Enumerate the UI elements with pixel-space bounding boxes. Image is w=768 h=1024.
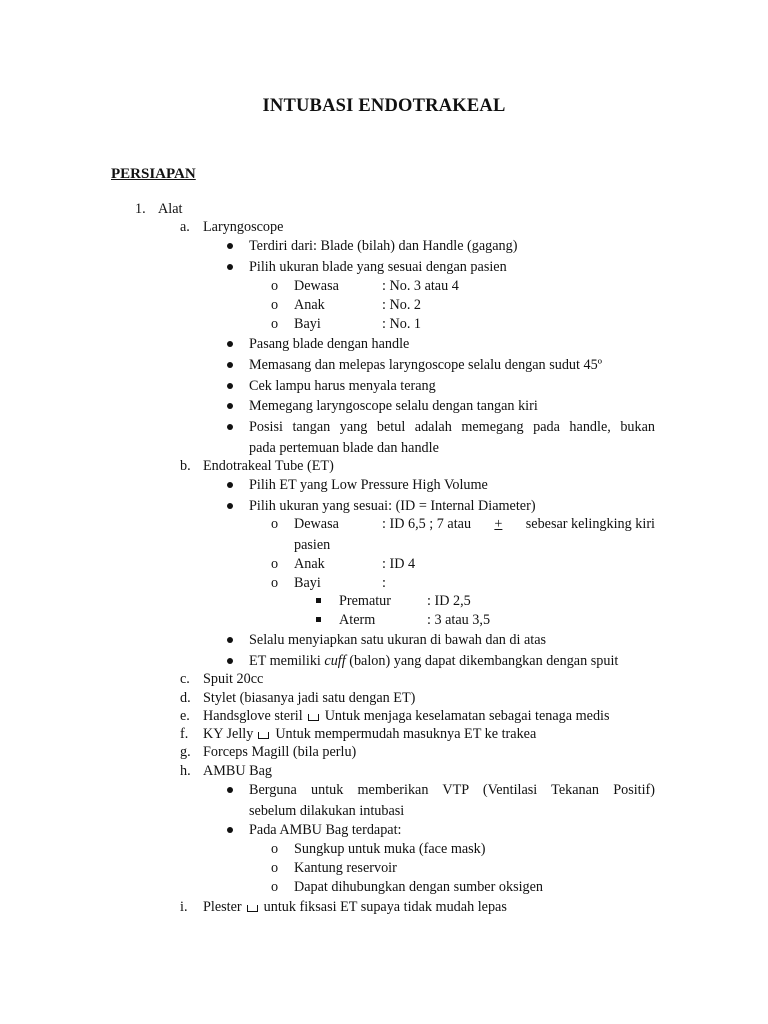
sub-marker-icon: o [271, 297, 279, 313]
bullet-icon [227, 362, 233, 368]
bullet-icon [227, 264, 233, 270]
list-item: Pilih ukuran yang sesuai: (ID = Internal Diameter) [249, 498, 536, 514]
bullet-icon [227, 403, 233, 409]
list-item: Kantung reservoir [294, 860, 397, 876]
list-marker: c. [180, 671, 190, 687]
text-run: Untuk menjaga keselamatan sebagai tenaga medis [324, 708, 610, 724]
list-item-line: Posisi tangan yang betul adalah memegang pada handle, bukan [249, 419, 655, 435]
list-marker: f. [180, 726, 189, 742]
list-item: Pilih ET yang Low Pressure High Volume [249, 477, 488, 493]
list-item-line: pada pertemuan blade dan handle [249, 440, 439, 456]
list-item-label: Anak [294, 556, 325, 572]
sub-marker-icon: o [271, 278, 279, 294]
sub-marker-icon: o [271, 516, 279, 532]
list-item: Cek lampu harus menyala terang [249, 378, 436, 394]
list-item-label: Prematur [339, 593, 392, 609]
text-run: (balon) yang dapat dikembangkan dengan spuit [349, 653, 619, 669]
list-item-label [203, 725, 536, 743]
text-run: Untuk mempermudah masuknya ET ke trakea [275, 726, 537, 742]
bullet-icon [227, 424, 233, 430]
square-bullet-icon [316, 617, 321, 622]
list-item-value: : No. 3 atau 4 [382, 278, 459, 294]
bullet-icon [227, 383, 233, 389]
list-item-label [203, 707, 610, 725]
list-item: Memegang laryngoscope selalu dengan tangan kiri [249, 398, 538, 414]
list-item-value: : No. 2 [382, 297, 422, 313]
list-item: Terdiri dari: Blade (bilah) dan Handle (gagang) [249, 238, 518, 254]
bullet-icon [227, 658, 233, 664]
text-run: ET memiliki [249, 653, 321, 669]
list-marker: i. [180, 899, 188, 915]
list-item-label: Alat [158, 201, 183, 217]
text-run: Plester [203, 899, 242, 915]
list-item-label: Spuit 20cc [203, 671, 264, 687]
sub-marker-icon: o [271, 841, 279, 857]
arrow-symbol-icon [247, 905, 258, 912]
list-item-line: pasien [294, 537, 331, 553]
list-item: Memasang dan melepas laryngoscope selalu dengan sudut 45º [249, 357, 603, 373]
bullet-icon [227, 787, 233, 793]
list-item-label: Endotrakeal Tube (ET) [203, 458, 334, 474]
arrow-symbol-icon [258, 732, 269, 739]
bullet-icon [227, 637, 233, 643]
section-heading: PERSIAPAN [111, 166, 196, 182]
list-item-line: Berguna untuk memberikan VTP (Ventilasi Tekanan Positif) [249, 782, 655, 798]
page-title: INTUBASI ENDOTRAKEAL [262, 96, 506, 116]
sub-marker-icon: o [271, 556, 279, 572]
sub-marker-icon: o [271, 316, 279, 332]
list-item: Pada AMBU Bag terdapat: [249, 822, 402, 838]
list-item-value: : 3 atau 3,5 [427, 612, 491, 628]
list-item [249, 652, 618, 670]
sub-marker-icon: o [271, 860, 279, 876]
list-item: Pilih ukuran blade yang sesuai dengan pasien [249, 259, 507, 275]
list-item-label [203, 898, 507, 916]
list-item-label: Bayi [294, 575, 321, 591]
list-item: Dapat dihubungkan dengan sumber oksigen [294, 879, 544, 895]
list-item-value: : ID 4 [382, 556, 416, 572]
value-text: : ID 6,5 ; 7 atau [382, 516, 472, 532]
text-run: untuk fiksasi ET supaya tidak mudah lepas [263, 899, 507, 915]
list-marker: b. [180, 458, 191, 474]
list-item-value: : No. 1 [382, 316, 422, 332]
square-bullet-icon [316, 598, 321, 603]
list-number: 1. [135, 201, 146, 217]
list-item-label: Aterm [339, 612, 376, 628]
bullet-icon [227, 827, 233, 833]
list-item: Sungkup untuk muka (face mask) [294, 841, 486, 857]
bullet-icon [227, 341, 233, 347]
list-item-label: Stylet (biasanya jadi satu dengan ET) [203, 690, 416, 706]
list-item-value: : ID 2,5 [427, 593, 471, 609]
italic-term: cuff [324, 653, 346, 669]
list-item-label: Bayi [294, 316, 321, 332]
list-item-label: Anak [294, 297, 325, 313]
list-marker: g. [180, 744, 191, 760]
list-marker: e. [180, 708, 190, 724]
list-marker: a. [180, 219, 190, 235]
list-item-line: sebelum dilakukan intubasi [249, 803, 405, 819]
value-text: sebesar kelingking kiri [525, 516, 655, 532]
list-marker: h. [180, 763, 191, 779]
list-item-label: AMBU Bag [203, 763, 272, 779]
text-run: KY Jelly [203, 726, 254, 742]
sub-marker-icon: o [271, 879, 279, 895]
bullet-icon [227, 482, 233, 488]
list-item-value: : [382, 575, 386, 591]
list-item: Pasang blade dengan handle [249, 336, 410, 352]
list-marker: d. [180, 690, 191, 706]
list-item-value [382, 515, 655, 533]
list-item-label: Dewasa [294, 516, 339, 532]
bullet-icon [227, 243, 233, 249]
list-item-label: Laryngoscope [203, 219, 284, 235]
list-item: Selalu menyiapkan satu ukuran di bawah dan di atas [249, 632, 547, 648]
text-run: Handsglove steril [203, 708, 303, 724]
arrow-symbol-icon [308, 714, 319, 721]
sub-marker-icon: o [271, 575, 279, 591]
list-item-label: Forceps Magill (bila perlu) [203, 744, 357, 760]
list-item-label: Dewasa [294, 278, 339, 294]
plus-minus-symbol: + [494, 516, 503, 532]
bullet-icon [227, 503, 233, 509]
